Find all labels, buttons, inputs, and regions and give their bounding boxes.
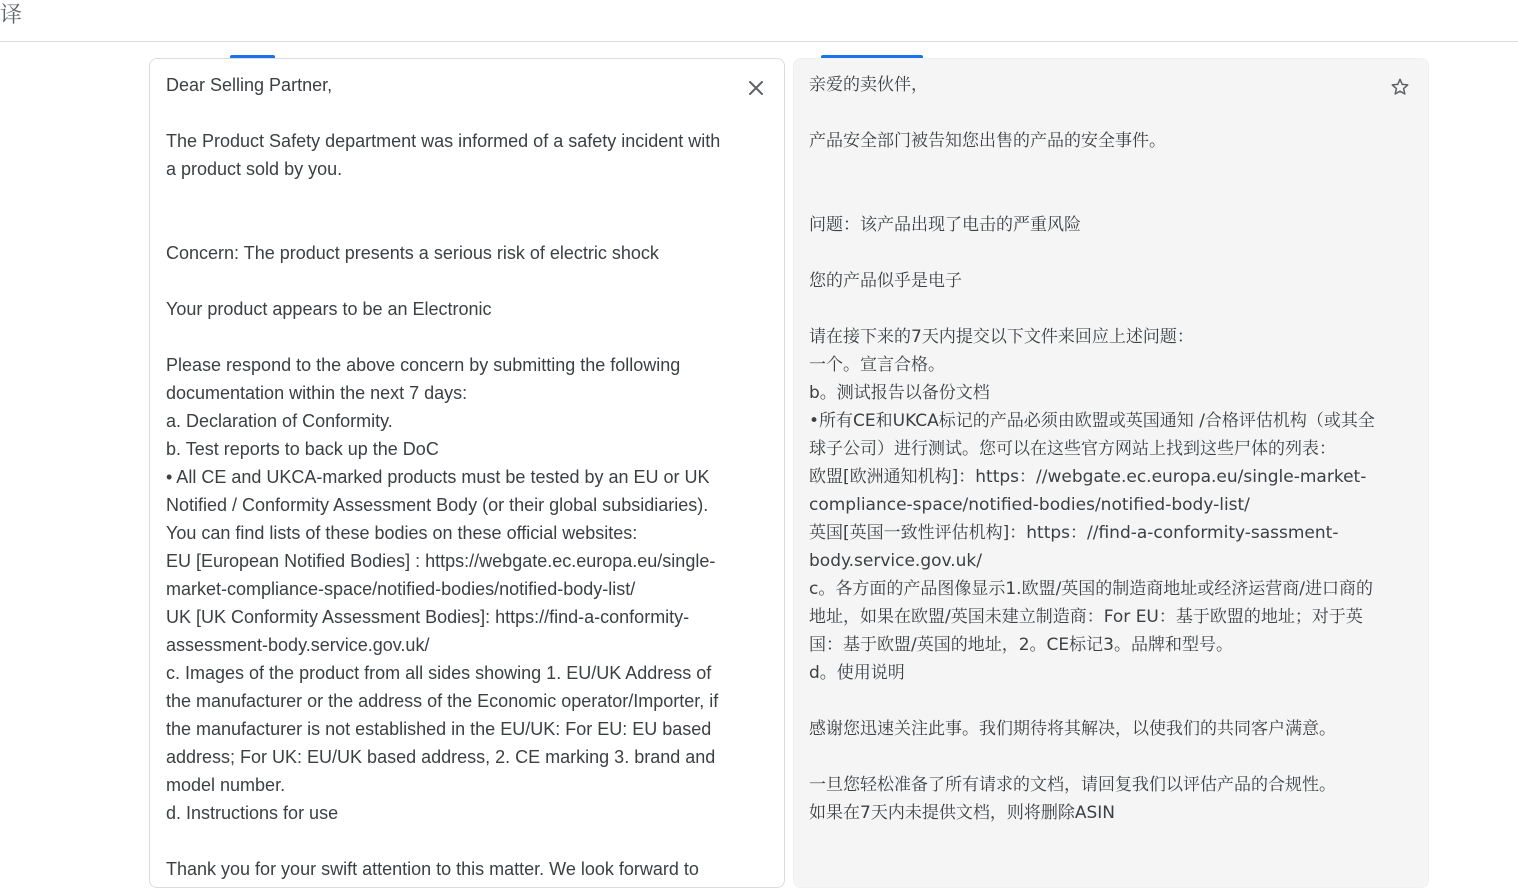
translation-text: 亲爱的卖伙伴， 产品安全部门被告知您出售的产品的安全事件。 问题：该产品出现了电击的严重风险 您的产品似乎是电子 请在接下来的7天内提交以下文件来回应上述问题： 一个。宣言合格。 b。测试报告以备份文档 •所有CE和UKCA标记的产品必须由欧盟或英国通知 /合格评估机构（或其全球子公司）进行测试。您可以在这些官方网站上找到这些尸体的列表： 欧盟[欧洲通知机构]：https：//webgate.ec.europa.eu/single-market-compliance-space/notified-bodies/notified-body-list/ 英国[英国一致性评估机构]：https：//find-a-conformity-sassment-body.service.gov.uk/ c。各方面的产品图像显示1.欧盟/英国的制造商地址或经济运营商/进口商的地址，如果在欧盟/英国未建立制造商：For EU：基于欧盟的地址；对于英国：基于欧盟/英国的地址，2。CE标记3。品牌和型号。 d。使用说明 感谢您迅速关注此事。我们期待将其解决，以使我们的共同客户满意。 一旦您轻松准备了所有请求的文档，请回复我们以评估产品的合规性。 如果在7天内未提供文档，则将删除ASIN [809, 75, 1375, 823]
page-title: 译 [0, 3, 23, 28]
save-translation-button[interactable] [1386, 73, 1414, 101]
star-icon [1390, 77, 1410, 97]
translation-text-panel [793, 58, 1429, 888]
clear-source-button[interactable] [742, 74, 770, 102]
source-text-panel[interactable] [149, 58, 785, 888]
source-text[interactable]: Dear Selling Partner, The Product Safety department was informed of a safety incident with a product sold by you. Concern: The product presents a serious risk of electric shock Your product appears to be an Electronic Please respond to the above concern by submitting the following documentation within the next 7 days: a. Declaration of Conformity. b. Test reports to back up the DoC • All CE and UKCA-marked products must be tested by an EU or UK Notified / Conformity Assessment Body (or their global subsidiaries). You can find lists of these bodies on these official websites: EU [European Notified Bodies] : https://webgate.ec.europa.eu/single-market-compliance-space/notified-bodies/notified-body-list/ UK [UK Conformity Assessment Bodies]: https://find-a-conformity-assessment-body.service.gov.uk/ c. Images of the product from all sides showing 1. EU/UK Address of the manufacturer or the address of the Economic operator/Importer, if the manufacturer is not established in the EU/UK: For EU: EU based address; For UK: EU/UK based address, 2. CE marking 3. brand and model number. d. Instructions for use Thank you for your swift attention to this matter. We look forward to [166, 75, 721, 879]
close-icon [748, 80, 764, 96]
top-bar [0, 0, 1518, 42]
